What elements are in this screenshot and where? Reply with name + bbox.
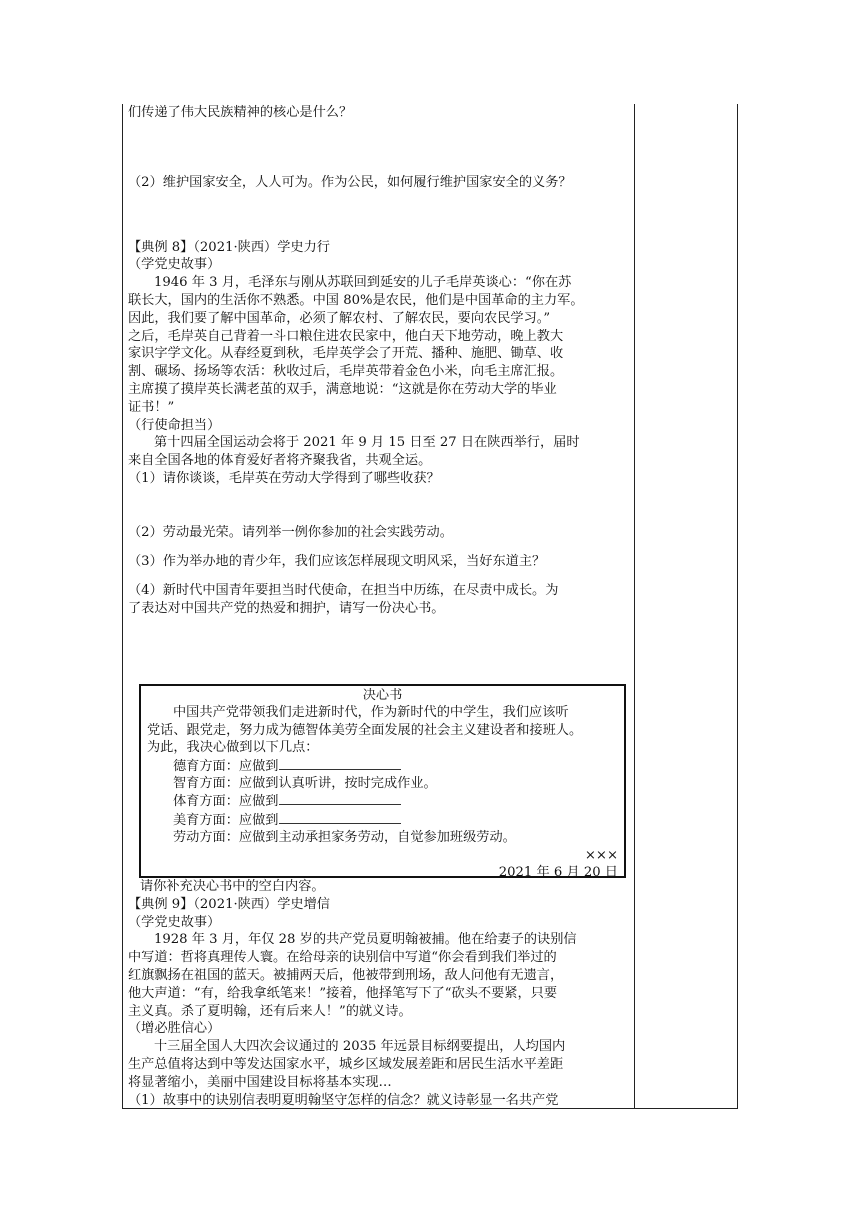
pledge-physical-item <box>147 792 618 810</box>
pledge-physical-label: 体育方面：应做到 <box>173 794 279 810</box>
example8-question-1: （1）请你谈谈，毛岸英在劳动大学得到了哪些收获？ <box>128 470 440 486</box>
pledge-signature: ××× <box>584 847 618 863</box>
pledge-title: 决心书 <box>362 688 403 703</box>
example9-story-line: 中写道：哲将真理传人寰。在给母亲的诀别信中写道“你会看到我们举过的 <box>128 950 557 966</box>
example8-story-line: 证书！” <box>128 399 175 415</box>
pledge-labor-item: 劳动方面：应做到主动承担家务劳动，自觉参加班级劳动。 <box>173 830 516 846</box>
example8-mission-line: 第十四届全国运动会将于 2021 年 9 月 15 日至 27 日在陕西举行，届时 <box>154 435 580 451</box>
example9-plan-line: 将显著缩小，美丽中国建设目标将基本实现… <box>128 1074 392 1090</box>
example8-story-line: 联长大，国内的生活你不熟悉。中国 80%是农民，他们是中国革命的主力军。 <box>128 292 584 308</box>
example9-section <box>128 878 630 1109</box>
pledge-moral-label: 德育方面：应做到 <box>173 758 279 774</box>
example8-story-line: 主席摸了摸岸英长满老茧的双手，满意地说：“这就是你在劳动大学的毕业 <box>128 381 557 397</box>
example8-section-mission: （行使命担当） <box>128 417 221 433</box>
example8-story-line: 因此，我们要了解中国革命，必须了解农村、了解农民，要向农民学习。” <box>128 310 551 326</box>
example9-question-1: （1）故事中的诀别信表明夏明翰坚守怎样的信念？就义诗彰显一名共产党 <box>128 1092 559 1108</box>
example8-story-line: 1946 年 3 月，毛泽东与刚从苏联回到延安的儿子毛岸英谈心：“你在苏 <box>154 275 572 291</box>
example9-plan-line: 十三届全国人大四次会议通过的 2035 年远景目标纲要提出，人均国内 <box>154 1039 566 1055</box>
example9-story-line: 他大声道：“有，给我拿纸笔来！”接着，他择笔写下了“砍头不要紧，只要 <box>128 985 558 1001</box>
table-column-divider <box>634 104 635 1109</box>
pledge-date: 2021 年 6 月 20 日 <box>498 865 618 881</box>
pledge-letter-box <box>139 684 626 881</box>
pledge-moral-item <box>147 757 618 775</box>
example9-section-confidence: （增必胜信心） <box>128 1021 221 1037</box>
example9-story-line: 1928 年 3 月，年仅 28 岁的共产党员夏明翰被捕。他在给妻子的诀别信 <box>154 932 577 948</box>
example9-plan-line: 生产总值将达到中等发达国家水平，城乡区域发展差距和居民生活水平差距 <box>128 1056 564 1072</box>
example8-story-line: 之后，毛岸英自己背着一斗口粮住进农民家中，他白天下地劳动，晚上教大 <box>128 328 564 344</box>
example9-heading: 【典例 9】（2021·陕西）学史增信 <box>128 896 330 912</box>
example8-mission-line: 来自全国各地的体育爱好者将齐聚我省，共观全运。 <box>128 453 432 469</box>
pledge-physical-blank[interactable] <box>279 792 401 805</box>
example8-section-story: （学党史故事） <box>128 257 221 273</box>
example8-heading: 【典例 8】（2021·陕西）学史力行 <box>128 239 330 255</box>
pledge-aesthetic-item <box>147 811 618 829</box>
pledge-moral-blank[interactable] <box>279 757 401 770</box>
example9-story-line: 主义真。杀了夏明翰，还有后来人！”的就义诗。 <box>128 1003 412 1019</box>
example8-question-3: （3）作为举办地的青少年，我们应该怎样展现文明风采，当好东道主？ <box>128 553 546 569</box>
example9-section-story: （学党史故事） <box>128 914 221 930</box>
example8-question-2: （2）劳动最光荣。请列举一例你参加的社会实践劳动。 <box>128 524 453 540</box>
pledge-intellect-item: 智育方面：应做到认真听讲，按时完成作业。 <box>173 776 437 792</box>
pledge-body-line: 中国共产党带领我们走进新时代，作为新时代的中学生，我们应该听 <box>173 705 569 721</box>
main-content-cell <box>128 104 630 618</box>
example8-question-4-cont: 了表达对中国共产党的热爱和拥护，请写一份决心书。 <box>128 601 445 617</box>
pledge-fill-prompt: 请你补充决心书中的空白内容。 <box>140 879 325 894</box>
pledge-aesthetic-label: 美育方面：应做到 <box>173 812 279 828</box>
pledge-body-line: 为此，我决心做到以下几点： <box>147 740 319 756</box>
example8-question-4: （4）新时代中国青年要担当时代使命，在担当中历练，在尽责中成长。为 <box>128 583 559 599</box>
example8-story-line: 割、碾场、扬场等农活：秋收过后，毛岸英带着金色小米，向毛主席汇报。 <box>128 364 564 380</box>
example8-story-line: 家识字学文化。从春经夏到秋，毛岸英学会了开荒、播种、施肥、锄草、收 <box>128 346 564 362</box>
question-national-security: （2）维护国家安全，人人可为。作为公民，如何履行维护国家安全的义务？ <box>128 174 572 190</box>
pledge-body-line: 党话、跟党走，努力成为德智体美劳全面发展的社会主义建设者和接班人。 <box>147 722 583 738</box>
pledge-aesthetic-blank[interactable] <box>279 811 401 824</box>
example9-story-line: 红旗飘扬在祖国的蓝天。被捕两天后，他被带到刑场，敌人问他有无遗言， <box>128 967 564 983</box>
question-tail-line: 们传递了伟大民族精神的核心是什么？ <box>128 105 353 120</box>
